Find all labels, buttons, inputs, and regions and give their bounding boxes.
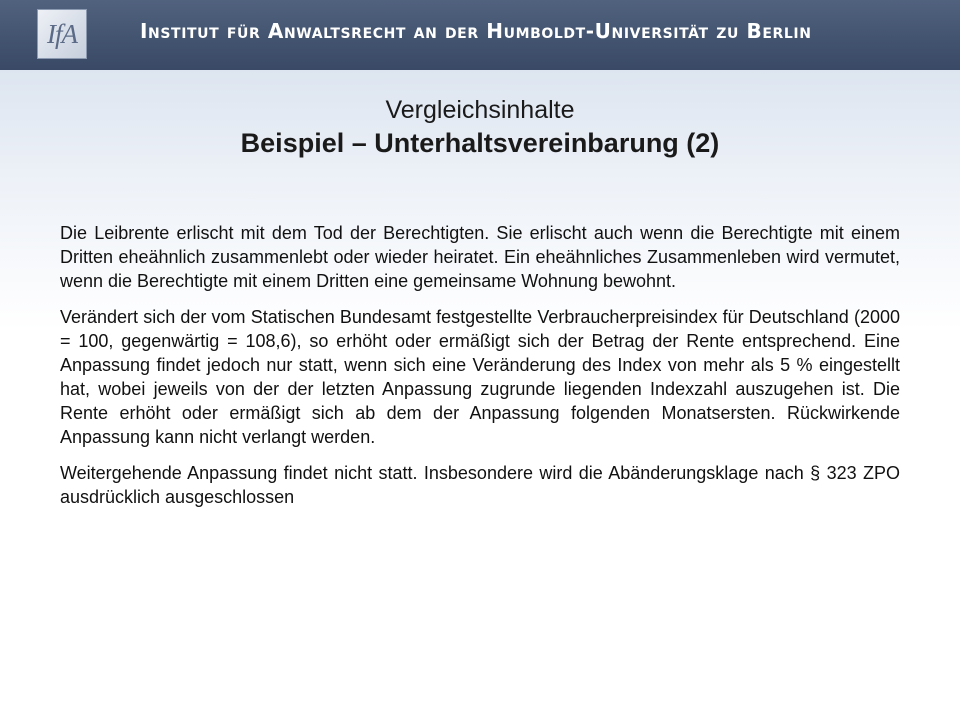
header-bar xyxy=(0,0,960,70)
slide-supertitle: Vergleichsinhalte xyxy=(385,96,575,124)
slide-title: Beispiel – Unterhaltsvereinbarung (2) xyxy=(240,128,720,158)
paragraph-termination: Die Leibrente erlischt mit dem Tod der Berechtigten. Sie erlischt auch wenn die Berechtigte mit einem Dritten eheähnlich zusammenlebt oder wieder heiratet. Ein eheähnliches Zusammenleben wird vermutet, wenn die Berechtigte mit einem Dritten eine gemeinsame Wohnung bewohnt. xyxy=(60,223,900,291)
slide-body xyxy=(60,221,900,521)
logo-text: IfA xyxy=(47,19,77,49)
slide-heading xyxy=(0,95,960,160)
institute-logo xyxy=(37,9,87,59)
paragraph-exclusion: Weitergehende Anpassung findet nicht statt. Insbesondere wird die Abänderungsklage nach § 323 ZPO ausdrücklich ausgeschlossen xyxy=(60,463,900,507)
paragraph-index-adjustment: Verändert sich der vom Statischen Bundesamt festgestellte Verbraucherpreisindex für Deutschland (2000 = 100, gegenwärtig = 108,6), so erhöht oder ermäßigt sich der Betrag der Rente entsprechend. Eine Anpassung findet jedoch nur statt, wenn sich eine Veränderung des Index von mehr als 5 % eingestellt hat, wobei jeweils von der der letzten Anpassung zugrunde liegenden Indexzahl auszugehen ist. Die Rente erhöht oder ermäßigt sich ab dem der Anpassung folgenden Monatsersten. Rückwirkende Anpassung kann nicht verlangt werden. xyxy=(60,307,900,447)
institute-name: Institut für Anwaltsrecht an der Humboldt-Universität zu Berlin xyxy=(140,19,812,43)
